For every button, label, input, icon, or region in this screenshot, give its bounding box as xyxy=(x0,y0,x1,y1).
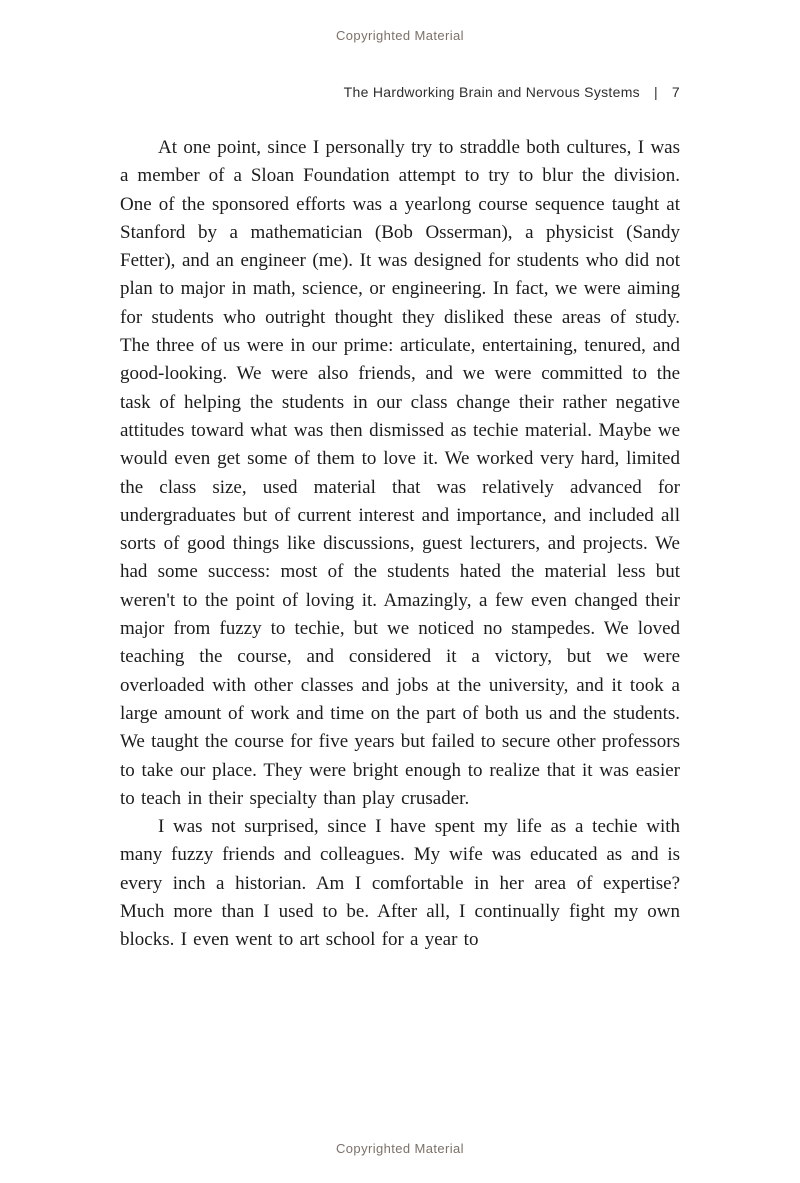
page-number: 7 xyxy=(671,84,680,100)
body-paragraph: I was not surprised, since I have spent my life as a techie with many fuzzy friends and colleagues. My wife was educated as and is every inch a historian. Am I comfortable in her area of expertise? Much more than I used to be. After all, I continually fight my own blocks. I even went to art school for a year to xyxy=(120,816,680,951)
body-paragraph: At one point, since I personally try to straddle both cultures, I was a member of a Sloan Foundation attempt to try to blur the division. One of the sponsored efforts was a yearlong course sequence taught at Stanford by a mathematician (Bob Osserman), a physicist (Sandy Fetter), and an engineer (me). It was designed for students who did not plan to major in math, science, or engineering. In fact, we were aiming for students who outright thought they disliked these areas of study. The three of us were in our prime: articulate, entertaining, tenured, and good-looking. We were also friends, and we were committed to the task of helping the students in our class change their rather negative attitudes toward what was then dismissed as techie material. Maybe we would even get some of them to love it. We worked very hard, limited the class size, used material that was relatively advanced for undergraduates but of current interest and importance, and included all sorts of good things like discussions, guest lecturers, and projects. We had some success: most of the students hated the material less but weren't to the point of loving it. Amazingly, a few even changed their major from fuzzy to techie, but we noticed no stampedes. We loved teaching the course, and considered it a victory, but we were overloaded with other classes and jobs at the university, and it took a large amount of work and time on the part of both us and the students. We taught the course for five years but failed to secure other professors to take our place. They were bright enough to realize that it was easier to teach in their specialty than play crusader. xyxy=(120,137,680,809)
chapter-title: The Hardworking Brain and Nervous Systems xyxy=(343,84,640,100)
body-text xyxy=(120,134,680,955)
running-header xyxy=(120,84,680,100)
copyright-notice-bottom: Copyrighted Material xyxy=(336,1141,464,1156)
header-separator: | xyxy=(653,84,658,100)
copyright-notice-top: Copyrighted Material xyxy=(336,28,464,43)
